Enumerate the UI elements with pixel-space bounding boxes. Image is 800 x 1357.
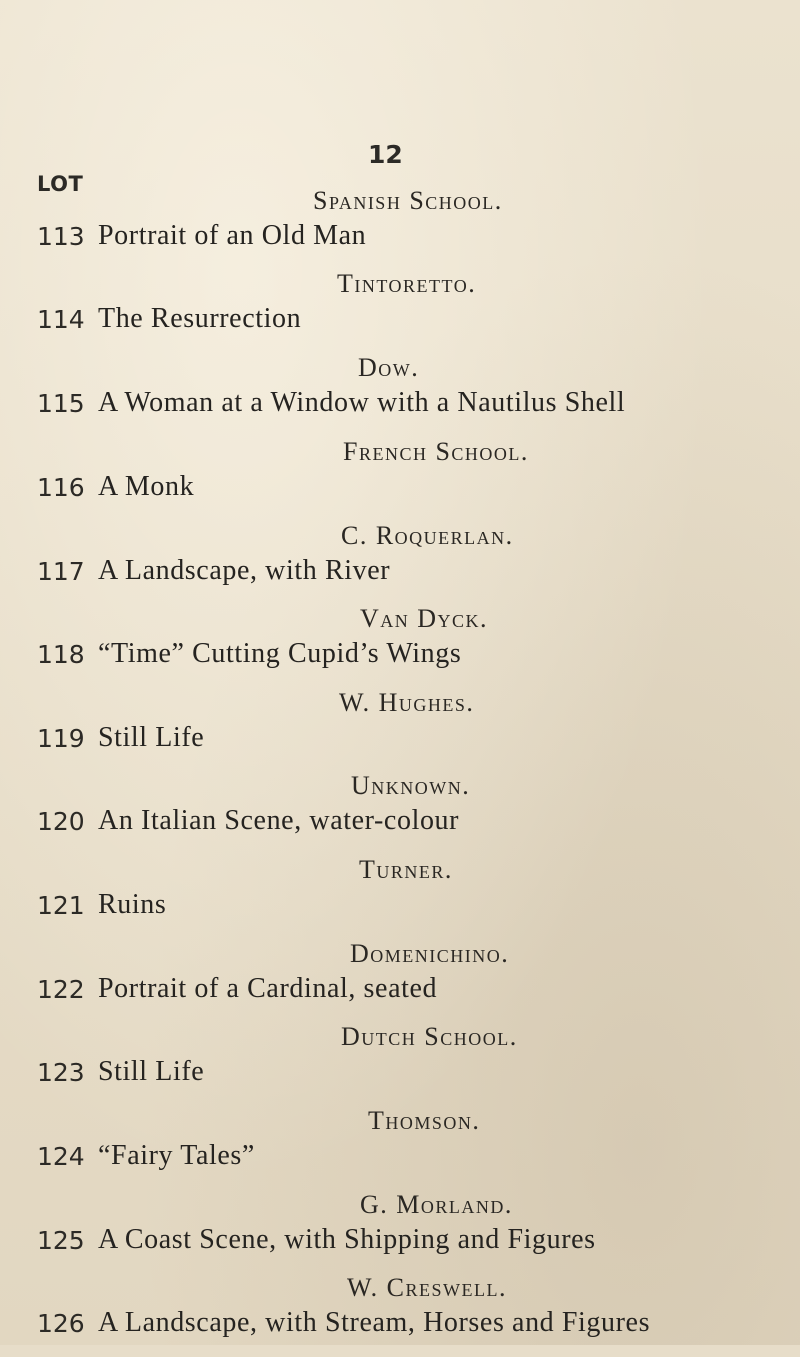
artwork-title: The Resurrection <box>98 303 302 334</box>
artist-name: C. Roquerlan. <box>341 521 514 550</box>
artwork-title: Ruins <box>98 889 167 920</box>
lot-number: 118 <box>37 640 85 669</box>
artist-name: Turner. <box>359 855 453 884</box>
artwork-title: A Landscape, with River <box>98 555 391 586</box>
artwork-title: Portrait of an Old Man <box>98 220 367 251</box>
artwork-title: A Landscape, with Stream, Horses and Figures <box>98 1307 651 1338</box>
lot-entry <box>0 939 800 1023</box>
lot-number: 124 <box>37 1142 85 1171</box>
artwork-title: An Italian Scene, water-colour <box>98 805 460 836</box>
artist-name: W. Creswell. <box>347 1273 507 1302</box>
lot-number: 126 <box>37 1309 85 1338</box>
artwork-title: A Monk <box>98 471 195 502</box>
artwork-title: Still Life <box>98 1056 205 1087</box>
lot-entry <box>0 855 800 939</box>
artwork-title: A Woman at a Window with a Nautilus Shell <box>98 387 626 418</box>
lot-entry <box>0 186 800 270</box>
artwork-title: “Time” Cutting Cupid’s Wings <box>98 638 462 669</box>
artist-name: Domenichino. <box>350 939 510 968</box>
lot-entry <box>0 771 800 855</box>
artist-name: Dutch School. <box>341 1022 518 1051</box>
lot-number: 115 <box>37 389 85 418</box>
lot-entry <box>0 437 800 521</box>
artist-name: Unknown. <box>351 771 471 800</box>
lot-entry <box>0 1106 800 1190</box>
lot-number: 114 <box>37 305 85 334</box>
lot-column-header: LOT <box>37 172 84 196</box>
artist-name: Thomson. <box>368 1106 481 1135</box>
artwork-title: A Coast Scene, with Shipping and Figures <box>98 1224 596 1255</box>
lot-number: 120 <box>37 807 85 836</box>
artist-name: G. Morland. <box>360 1190 513 1219</box>
lot-entry <box>0 269 800 353</box>
artwork-title: Portrait of a Cardinal, seated <box>98 973 438 1004</box>
lot-number: 113 <box>37 222 85 251</box>
artist-name: Tintoretto. <box>337 269 477 298</box>
artist-name: French School. <box>343 437 529 466</box>
artist-name: Dow. <box>358 353 420 382</box>
lot-number: 122 <box>37 975 85 1004</box>
artwork-title: “Fairy Tales” <box>98 1140 255 1171</box>
lot-number: 123 <box>37 1058 85 1087</box>
lot-number: 116 <box>37 473 85 502</box>
lot-entry <box>0 688 800 772</box>
artist-name: Van Dyck. <box>360 604 489 633</box>
lot-entry <box>0 353 800 437</box>
lot-number: 125 <box>37 1226 85 1255</box>
lot-entry <box>0 1273 800 1357</box>
lot-entry <box>0 521 800 605</box>
artist-name: Spanish School. <box>313 186 503 215</box>
artist-name: W. Hughes. <box>339 688 475 717</box>
lot-number: 119 <box>37 724 85 753</box>
lot-number: 117 <box>37 557 85 586</box>
lot-entry <box>0 1022 800 1106</box>
page-number: 12 <box>368 140 403 169</box>
lot-number: 121 <box>37 891 85 920</box>
lot-entry <box>0 604 800 688</box>
artwork-title: Still Life <box>98 722 205 753</box>
lot-entry <box>0 1190 800 1274</box>
